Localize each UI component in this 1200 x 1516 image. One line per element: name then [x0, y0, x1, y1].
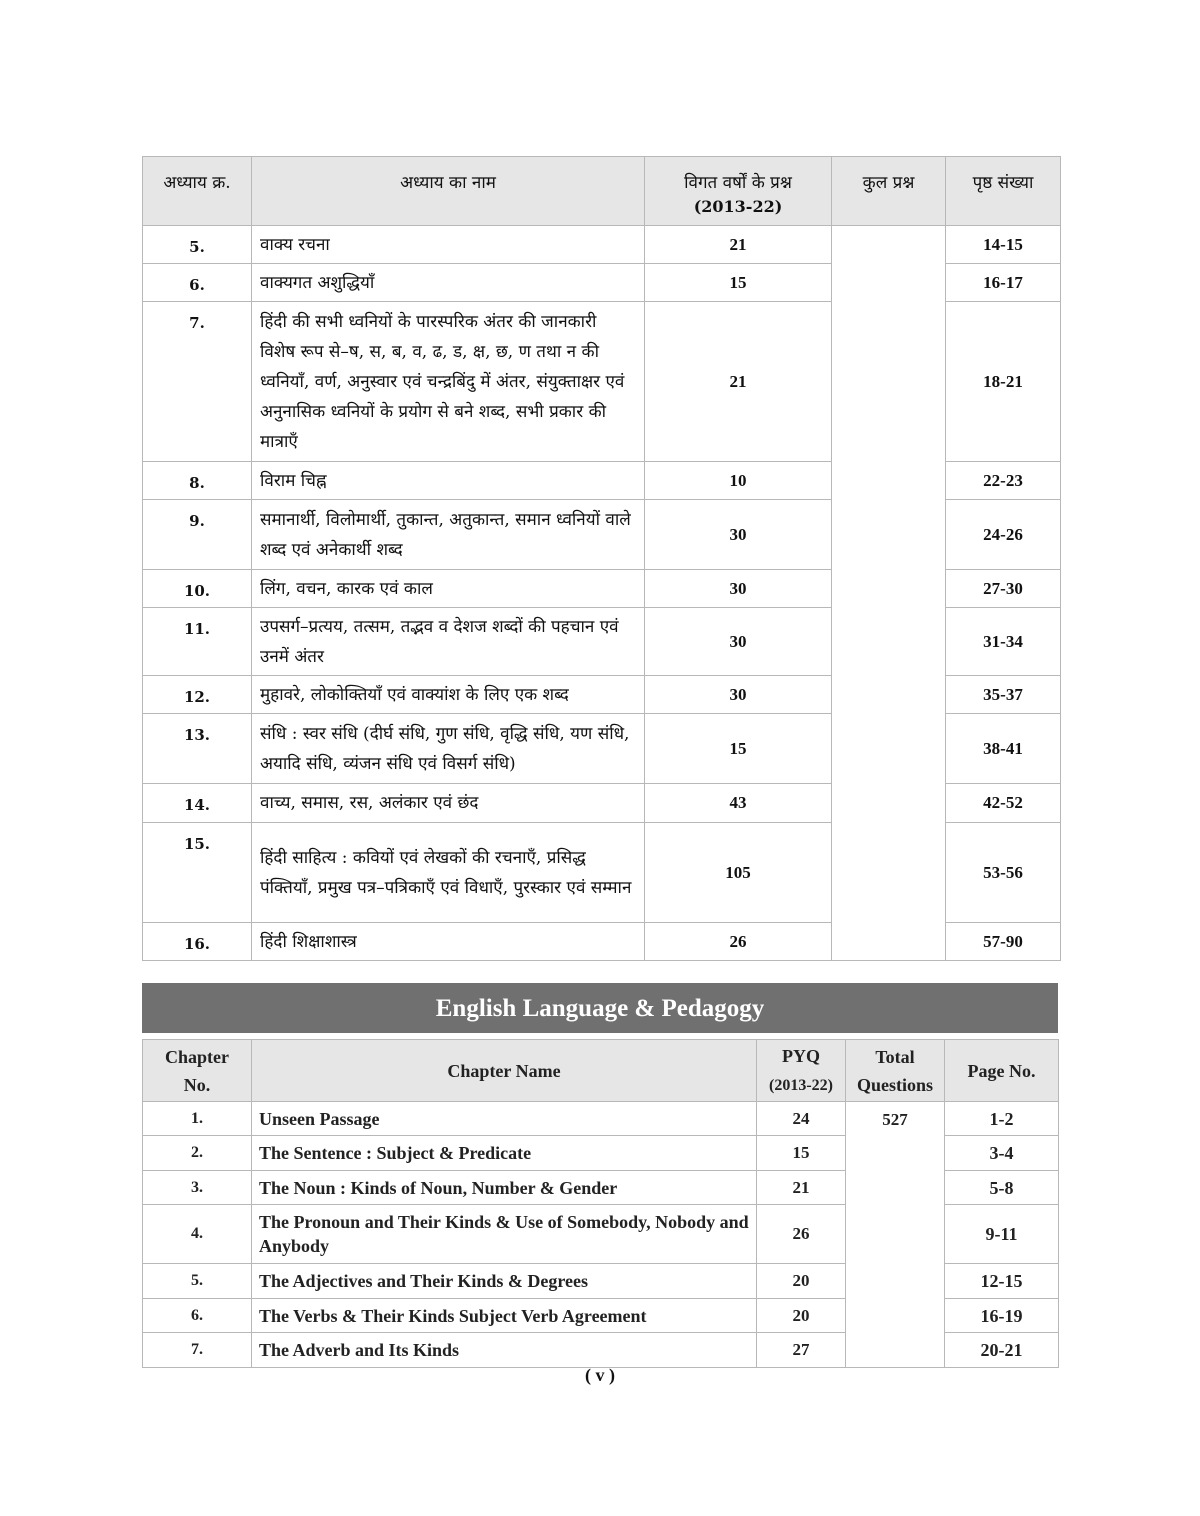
- english-header-page: Page No.: [945, 1040, 1059, 1102]
- page-range: 57-90: [946, 923, 1061, 961]
- chapter-name: संधि : स्वर संधि (दीर्घ संधि, गुण संधि, वृद्धि संधि, यण संधि, अयादि संधि, व्यंजन संधि एवं विसर्ग संधि): [252, 714, 645, 784]
- english-header-pyq-years: (2013-22): [769, 1076, 833, 1094]
- english-chapter-table: [142, 1039, 1059, 1368]
- hindi-chapter-table: [142, 156, 1061, 961]
- chapter-no: 5.: [143, 226, 252, 264]
- page-range: 35-37: [946, 676, 1061, 714]
- chapter-name: The Sentence : Subject & Predicate: [252, 1136, 757, 1171]
- pyq-count: 30: [645, 676, 832, 714]
- page-range: 42-52: [946, 784, 1061, 823]
- pyq-count: 24: [757, 1102, 846, 1136]
- chapter-name: लिंग, वचन, कारक एवं काल: [252, 570, 645, 608]
- english-header-chapter-no: [143, 1040, 252, 1102]
- table-row: [143, 226, 1061, 264]
- page-number: ( v ): [585, 1365, 615, 1385]
- page-range: 27-30: [946, 570, 1061, 608]
- english-header-chapter-name: Chapter Name: [252, 1040, 757, 1102]
- chapter-name: हिंदी साहित्य : कवियों एवं लेखकों की रचनाएँ, प्रसिद्ध पंक्तियाँ, प्रमुख पत्र–पत्रिकाएँ एवं विधाएँ, पुरस्कार एवं सम्मान: [252, 823, 645, 923]
- chapter-no: 5.: [143, 1264, 252, 1299]
- pyq-count: 20: [757, 1264, 846, 1299]
- chapter-name: The Verbs & Their Kinds Subject Verb Agreement: [252, 1299, 757, 1333]
- chapter-no: 8.: [143, 462, 252, 500]
- chapter-name: हिंदी की सभी ध्वनियों के पारस्परिक अंतर की जानकारी विशेष रूप से–ष, स, ब, व, ढ, ड, क्ष, छ, ण तथा न की ध्वनियाँ, वर्ण, अनुस्वार एवं चन्द्रबिंदु में अंतर, संयुक्ताक्षर एवं अनुनासिक ध्वनियों के प्रयोग से बने शब्द, सभी प्रकार की मात्राएँ: [252, 302, 645, 462]
- chapter-name: मुहावरे, लोकोक्तियाँ एवं वाक्यांश के लिए एक शब्द: [252, 676, 645, 714]
- page-range: 9-11: [945, 1205, 1059, 1264]
- pyq-count: 15: [757, 1136, 846, 1171]
- page-range: 16-17: [946, 264, 1061, 302]
- page-range: 38-41: [946, 714, 1061, 784]
- chapter-name: उपसर्ग–प्रत्यय, तत्सम, तद्भव व देशज शब्दों की पहचान एवं उनमें अंतर: [252, 608, 645, 676]
- chapter-no: 13.: [143, 714, 252, 784]
- chapter-no: 6.: [143, 1299, 252, 1333]
- chapter-name: The Adjectives and Their Kinds & Degrees: [252, 1264, 757, 1299]
- pyq-count: 21: [645, 302, 832, 462]
- page-range: 53-56: [946, 823, 1061, 923]
- chapter-no: 4.: [143, 1205, 252, 1264]
- page-range: 24-26: [946, 500, 1061, 570]
- chapter-name: The Pronoun and Their Kinds & Use of Somebody, Nobody and Anybody: [252, 1205, 757, 1264]
- chapter-no: 9.: [143, 500, 252, 570]
- chapter-name: वाच्य, समास, रस, अलंकार एवं छंद: [252, 784, 645, 823]
- english-header-total-line2: Questions: [856, 1074, 934, 1095]
- pyq-count: 10: [645, 462, 832, 500]
- pyq-count: 105: [645, 823, 832, 923]
- pyq-count: 21: [757, 1171, 846, 1205]
- chapter-name: The Noun : Kinds of Noun, Number & Gender: [252, 1171, 757, 1205]
- page-range: 22-23: [946, 462, 1061, 500]
- page-range: 5-8: [945, 1171, 1059, 1205]
- chapter-name: हिंदी शिक्षाशास्त्र: [252, 923, 645, 961]
- chapter-name: समानार्थी, विलोमार्थी, तुकान्त, अतुकान्त, समान ध्वनियों वाले शब्द एवं अनेकार्थी शब्द: [252, 500, 645, 570]
- page-range: 3-4: [945, 1136, 1059, 1171]
- pyq-count: 43: [645, 784, 832, 823]
- page-range: 18-21: [946, 302, 1061, 462]
- hindi-header-pyq-label: विगत वर्षों के प्रश्न: [684, 173, 792, 193]
- total-questions-cell: [832, 226, 946, 961]
- chapter-name: The Adverb and Its Kinds: [252, 1333, 757, 1368]
- chapter-name: वाक्य रचना: [252, 226, 645, 264]
- chapter-name: वाक्यगत अशुद्धियाँ: [252, 264, 645, 302]
- pyq-count: 21: [645, 226, 832, 264]
- english-header-chapter-no-line2: No.: [183, 1074, 211, 1095]
- hindi-header-page: पृष्ठ संख्या: [946, 157, 1061, 226]
- chapter-no: 6.: [143, 264, 252, 302]
- hindi-header-total: कुल प्रश्न: [832, 157, 946, 226]
- pyq-count: 15: [645, 714, 832, 784]
- english-header-chapter-no-line1: Chapter: [165, 1046, 229, 1067]
- hindi-header-row: [143, 157, 1061, 226]
- page-range: 14-15: [946, 226, 1061, 264]
- page-range: 1-2: [945, 1102, 1059, 1136]
- chapter-name: विराम चिह्न: [252, 462, 645, 500]
- chapter-no: 3.: [143, 1171, 252, 1205]
- pyq-count: 20: [757, 1299, 846, 1333]
- pyq-count: 15: [645, 264, 832, 302]
- pyq-count: 26: [757, 1205, 846, 1264]
- chapter-no: 14.: [143, 784, 252, 823]
- pyq-count: 30: [645, 570, 832, 608]
- total-questions: 527: [846, 1102, 945, 1368]
- chapter-no: 7.: [143, 302, 252, 462]
- pyq-count: 26: [645, 923, 832, 961]
- pyq-count: 30: [645, 608, 832, 676]
- pyq-count: 30: [645, 500, 832, 570]
- english-header-pyq-label: PYQ: [782, 1045, 820, 1066]
- english-header-row: [143, 1040, 1059, 1102]
- hindi-header-chapter-name: अध्याय का नाम: [252, 157, 645, 226]
- table-row: [143, 1102, 1059, 1136]
- chapter-no: 11.: [143, 608, 252, 676]
- chapter-no: 7.: [143, 1333, 252, 1368]
- page-range: 31-34: [946, 608, 1061, 676]
- english-header-pyq: [757, 1040, 846, 1102]
- english-header-total: [846, 1040, 945, 1102]
- chapter-no: 1.: [143, 1102, 252, 1136]
- chapter-name: Unseen Passage: [252, 1102, 757, 1136]
- page-range: 12-15: [945, 1264, 1059, 1299]
- pyq-count: 27: [757, 1333, 846, 1368]
- chapter-no: 10.: [143, 570, 252, 608]
- chapter-no: 2.: [143, 1136, 252, 1171]
- english-header-total-line1: Total: [875, 1046, 915, 1067]
- page-range: 20-21: [945, 1333, 1059, 1368]
- chapter-no: 15.: [143, 823, 252, 923]
- hindi-header-pyq: [645, 157, 832, 226]
- section-title: English Language & Pedagogy: [142, 983, 1058, 1033]
- hindi-header-chapter-no: अध्याय क्र.: [143, 157, 252, 226]
- hindi-header-pyq-years: (2013-22): [693, 197, 783, 217]
- page-range: 16-19: [945, 1299, 1059, 1333]
- chapter-no: 16.: [143, 923, 252, 961]
- chapter-no: 12.: [143, 676, 252, 714]
